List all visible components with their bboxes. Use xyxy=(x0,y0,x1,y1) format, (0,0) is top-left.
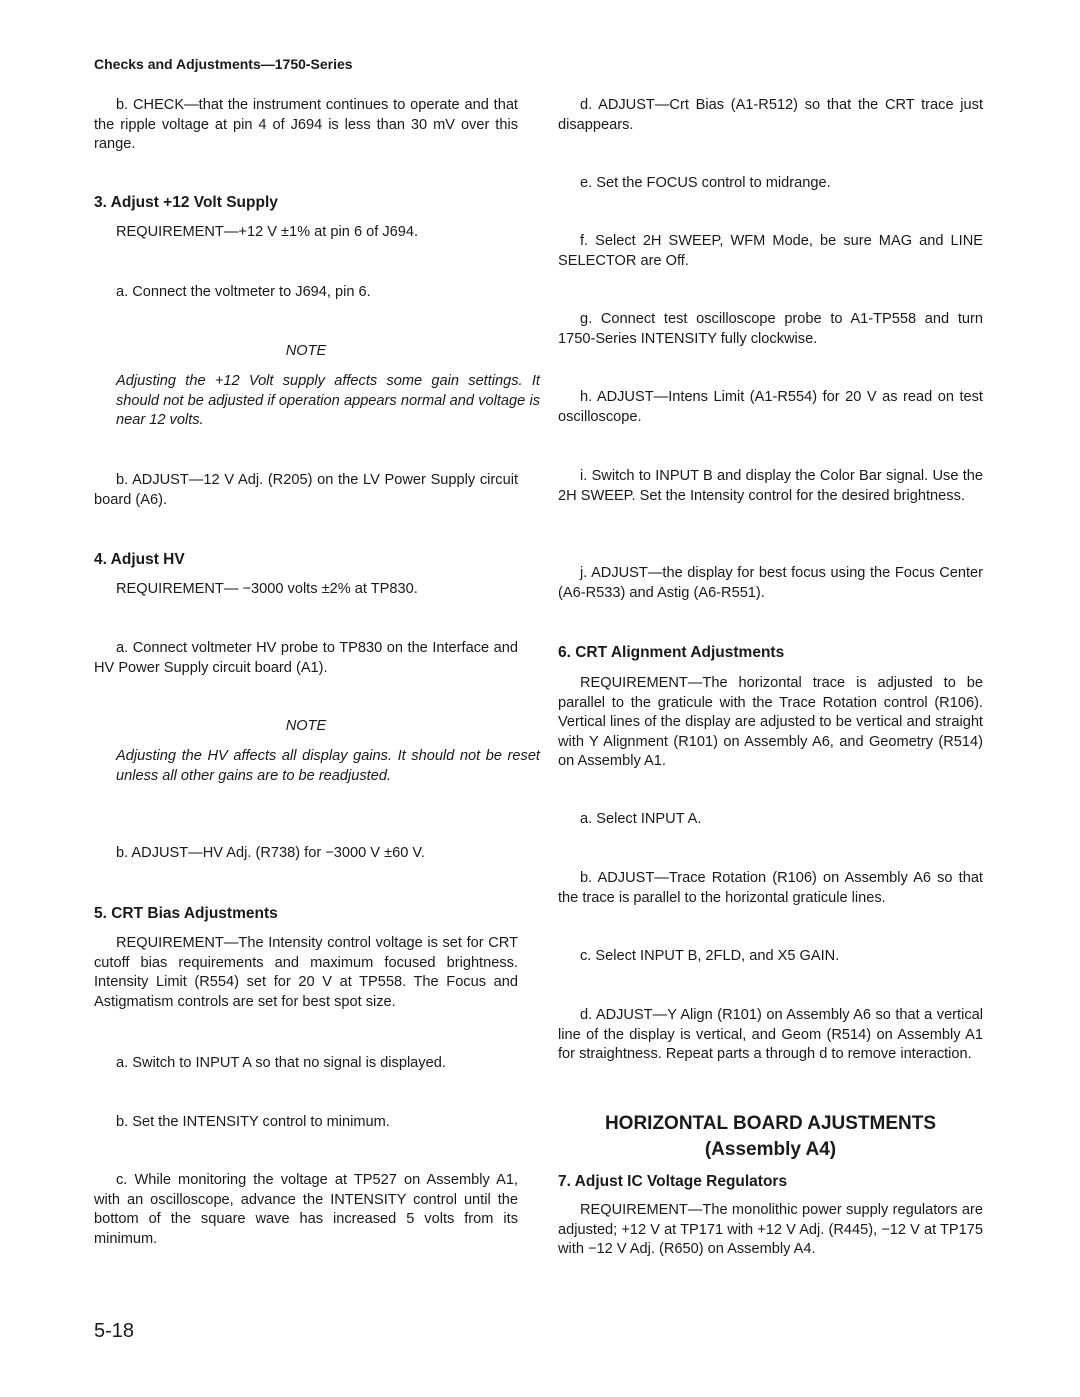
step-e: e. Set the FOCUS control to midrange. xyxy=(580,175,831,191)
step-d: d. ADJUST—Crt Bias (A1-R512) so that the CRT trace just disappears. xyxy=(558,97,983,133)
requirement: REQUIREMENT—+12 V ±1% at pin 6 of J694. xyxy=(116,224,419,240)
section-heading-5: 5. CRT Bias Adjustments xyxy=(94,905,278,922)
major-subheading: (Assembly A4) xyxy=(704,1139,837,1160)
section-heading-4: 4. Adjust HV xyxy=(94,551,185,568)
step-a: a. Select INPUT A. xyxy=(580,811,702,827)
section-heading-7: 7. Adjust IC Voltage Regulators xyxy=(558,1173,788,1190)
step-i: i. Switch to INPUT B and display the Color Bar signal. Use the 2H SWEEP. Set the Intensity control for the desired brightness. xyxy=(558,468,983,504)
section-heading-3: 3. Adjust +12 Volt Supply xyxy=(94,194,278,211)
section-heading-6: 6. CRT Alignment Adjustments xyxy=(558,644,785,661)
step-a: a. Connect voltmeter HV probe to TP830 on the Interface and HV Power Supply circuit board (A1). xyxy=(94,640,518,676)
step-h: h. ADJUST—Intens Limit (A1-R554) for 20 V as read on test oscilloscope. xyxy=(558,389,983,425)
note-title: NOTE xyxy=(285,718,327,734)
step-a: a. Connect the voltmeter to J694, pin 6. xyxy=(116,284,371,300)
note-text: Adjusting the +12 Volt supply affects some gain settings. It should not be adjusted if operation appears normal and voltage is near 12 volts. xyxy=(116,373,540,429)
step-c: c. Select INPUT B, 2FLD, and X5 GAIN. xyxy=(580,948,840,964)
step-b: b. ADJUST—HV Adj. (R738) for −3000 V ±60 V. xyxy=(116,845,425,861)
requirement: REQUIREMENT—The monolithic power supply regulators are adjusted; +12 V at TP171 with +12 V Adj. (R445), −12 V at TP175 with −12 V Adj. (R650) on Assembly A4. xyxy=(558,1202,983,1258)
step-b-check: b. CHECK—that the instrument continues to operate and that the ripple voltage at pin 4 of J694 is less than 30 mV over this range. xyxy=(94,97,518,153)
requirement: REQUIREMENT—The horizontal trace is adjusted to be parallel to the graticule with the Trace Rotation control (R106). Vertical lines of the display are adjusted to be vertical and straight with Y Alignment (R101) on Assembly A6, and Geometry (R514) on Assembly A1. xyxy=(558,675,983,770)
step-b: b. ADJUST—Trace Rotation (R106) on Assembly A6 so that the trace is parallel to the horizontal graticule lines. xyxy=(558,870,983,906)
step-b: b. Set the INTENSITY control to minimum. xyxy=(116,1114,390,1130)
step-a: a. Switch to INPUT A so that no signal is displayed. xyxy=(116,1055,446,1071)
step-j: j. ADJUST—the display for best focus using the Focus Center (A6-R533) and Astig (A6-R551). xyxy=(558,565,983,601)
major-heading: HORIZONTAL BOARD AJUSTMENTS xyxy=(604,1113,937,1134)
step-b: b. ADJUST—12 V Adj. (R205) on the LV Power Supply circuit board (A6). xyxy=(94,472,518,508)
page-number: 5-18 xyxy=(94,1320,135,1342)
step-d: d. ADJUST—Y Align (R101) on Assembly A6 so that a vertical line of the display is vertical, and Geom (R514) on Assembly A1 for straightness. Repeat parts a through d to remove interaction. xyxy=(558,1007,983,1063)
note-text: Adjusting the HV affects all display gains. It should not be reset unless all other gains are to be readjusted. xyxy=(116,748,540,784)
note-title: NOTE xyxy=(285,343,327,359)
step-c: c. While monitoring the voltage at TP527 on Assembly A1, with an oscilloscope, advance the INTENSITY control until the bottom of the square wave has increased 5 volts from its minimum. xyxy=(94,1172,518,1247)
step-g: g. Connect test oscilloscope probe to A1-TP558 and turn 1750-Series INTENSITY fully clockwise. xyxy=(558,311,983,347)
requirement: REQUIREMENT— −3000 volts ±2% at TP830. xyxy=(116,581,418,597)
running-header: Checks and Adjustments—1750-Series xyxy=(94,56,353,72)
step-f: f. Select 2H SWEEP, WFM Mode, be sure MAG and LINE SELECTOR are Off. xyxy=(558,233,983,269)
requirement: REQUIREMENT—The Intensity control voltage is set for CRT cutoff bias requirements and maximum focused brightness. Intensity Limit (R554) set for 20 V at TP558. The Focus and Astigmatism controls are set for best spot size. xyxy=(94,935,518,1010)
